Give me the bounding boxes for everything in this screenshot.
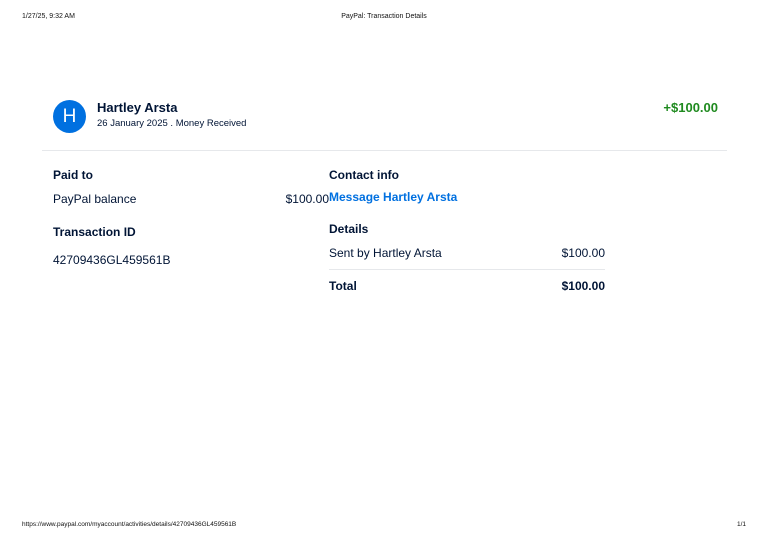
print-datetime: 1/27/25, 9:32 AM	[22, 13, 75, 20]
transaction-id-label: Transaction ID	[53, 225, 136, 239]
message-contact-link[interactable]: Message Hartley Arsta	[329, 190, 458, 204]
transaction-subtitle: 26 January 2025 . Money Received	[97, 118, 247, 129]
paid-to-label: Paid to	[53, 168, 94, 182]
details-row-amount: $100.00	[561, 246, 605, 260]
paid-to-amount: $100.00	[285, 192, 329, 206]
transaction-amount: +$100.00	[663, 100, 718, 115]
print-url: https://www.paypal.com/myaccount/activities/details/42709436GL459561B	[22, 521, 237, 528]
details-row-label: Sent by Hartley Arsta	[329, 246, 442, 260]
details-divider	[329, 269, 605, 270]
total-label: Total	[329, 279, 357, 293]
header-divider	[42, 150, 727, 151]
transaction-id-value: 42709436GL459561B	[53, 253, 171, 267]
avatar-initial: H	[62, 105, 77, 127]
contact-info-label: Contact info	[329, 168, 399, 182]
print-page-title: PayPal: Transaction Details	[341, 13, 427, 20]
details-label: Details	[329, 222, 369, 236]
total-amount: $100.00	[561, 279, 605, 293]
paid-to-item: PayPal balance	[53, 192, 137, 206]
avatar	[53, 100, 86, 133]
sender-name: Hartley Arsta	[97, 100, 178, 115]
print-page-number: 1/1	[736, 521, 746, 528]
